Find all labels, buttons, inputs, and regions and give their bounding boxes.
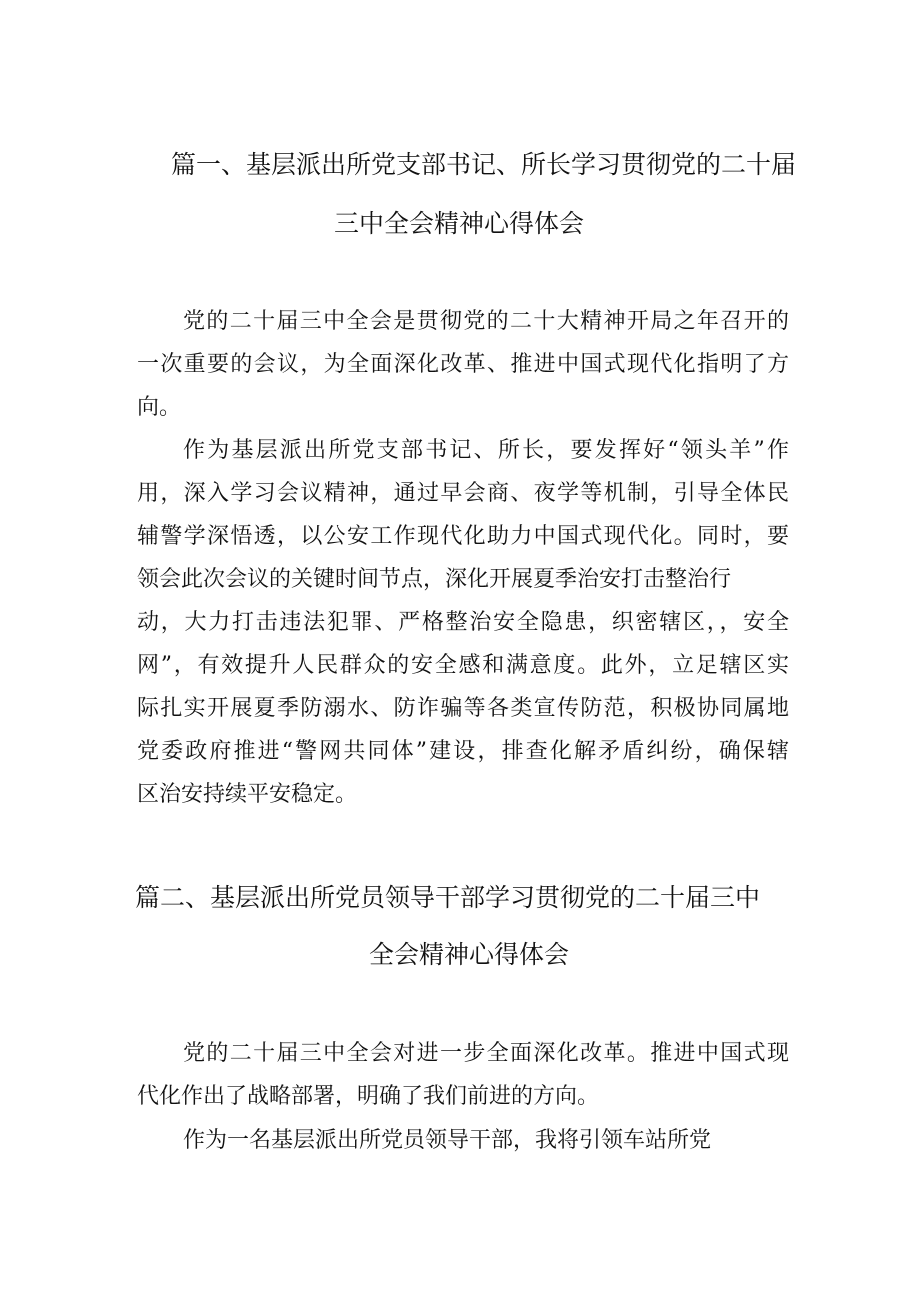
section1-title-line2: 三中全会精神心得体会 bbox=[334, 209, 585, 238]
section1-p2-line5: 动，大力打击违法犯罪、严格整治安全隐患，织密辖区，，安全 bbox=[137, 610, 789, 635]
section2-title-line2: 全会精神心得体会 bbox=[369, 940, 570, 969]
section1-p2-line7: 际扎实开展夏季防溺水、防诈骗等各类宣传防范，积极协同属地 bbox=[137, 696, 789, 721]
section1-p2-line3: 辅警学深悟透，以公安工作现代化助力中国式现代化。同时，要 bbox=[137, 524, 789, 549]
section2-title-line1: 篇二、基层派出所党员领导干部学习贯彻党的二十届三中 bbox=[135, 883, 761, 912]
section1-p2-line4: 领会此次会议的关键时间节点，深化开展夏季治安打击整治行 bbox=[137, 567, 732, 592]
section2-p2-line1: 作为一名基层派出所党员领导干部，我将引领车站所党 bbox=[183, 1128, 712, 1153]
section1-p2-line9: 区治安持续平安稳定。 bbox=[137, 782, 358, 807]
section1-p1-line2: 一次重要的会议，为全面深化改革、推进中国式现代化指明了方 bbox=[137, 352, 789, 377]
section1-title-line1: 篇一、基层派出所党支部书记、所长学习贯彻党的二十届 bbox=[171, 150, 797, 179]
section1-p2-line8: 党委政府推进“警网共同体”建设，排查化解矛盾纠纷，确保辖 bbox=[137, 739, 789, 764]
section1-p2-line1: 作为基层派出所党支部书记、所长，要发挥好“领头羊”作 bbox=[183, 438, 789, 463]
section1-p2-line2: 用，深入学习会议精神，通过早会商、夜学等机制，引导全体民 bbox=[137, 481, 789, 506]
section2-p1-line1: 党的二十届三中全会对进一步全面深化改革。推进中国式现 bbox=[183, 1041, 789, 1066]
section1-p1-line1: 党的二十届三中全会是贯彻党的二十大精神开局之年召开的 bbox=[183, 309, 789, 334]
section1-p1-line3: 向。 bbox=[137, 395, 182, 420]
section1-p2-line6: 网”，有效提升人民群众的安全感和满意度。此外，立足辖区实 bbox=[137, 653, 789, 678]
section2-p1-line2: 代化作出了战略部署，明确了我们前进的方向。 bbox=[137, 1084, 600, 1109]
